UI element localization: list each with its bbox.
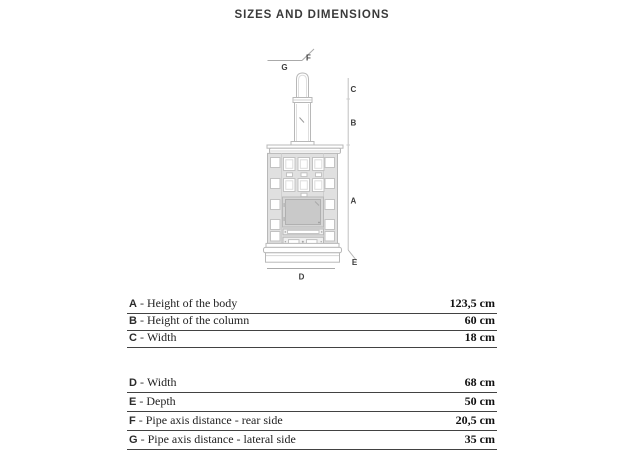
dim-label-c: C	[350, 85, 357, 94]
dim-desc: Pipe axis distance - lateral side	[147, 432, 296, 446]
pipe-column	[291, 103, 314, 146]
dim-label-d: D	[298, 272, 305, 282]
fire-door	[283, 197, 324, 227]
separator: -	[139, 296, 144, 310]
pipe-cap	[293, 73, 312, 103]
dim-key: E	[129, 396, 137, 408]
stove-dimension-drawing	[240, 40, 380, 290]
dimension-table-lower	[127, 374, 497, 450]
separator: -	[139, 394, 144, 408]
dim-desc: Height of the column	[146, 313, 250, 327]
dim-desc: Height of the body	[146, 296, 238, 310]
dim-row-b	[127, 314, 497, 331]
separator: -	[139, 330, 144, 344]
dim-row-g	[127, 431, 497, 450]
dim-desc: Width	[146, 330, 177, 344]
dim-label-a: A	[350, 196, 357, 206]
dim-label-g: G	[281, 63, 288, 72]
dim-value: 68 cm	[464, 375, 495, 389]
page-title: SIZES AND DIMENSIONS	[234, 9, 390, 21]
dim-label-b: B	[350, 118, 357, 128]
separator: -	[139, 313, 144, 327]
dim-label-f: F	[306, 53, 311, 63]
dimension-table-upper	[127, 297, 497, 348]
dim-key: A	[129, 298, 137, 310]
dim-row-c	[127, 331, 497, 348]
dim-label-e: E	[351, 258, 358, 267]
dim-value: 20,5 cm	[455, 413, 495, 427]
dim-value: 18 cm	[464, 330, 495, 344]
stove-base	[264, 243, 342, 262]
ash-slot	[283, 229, 324, 235]
dim-value: 123,5 cm	[449, 296, 495, 310]
dim-row-a	[127, 297, 497, 314]
stove-crown	[267, 145, 343, 153]
dim-key: D	[129, 377, 137, 389]
dim-key: B	[129, 315, 137, 327]
dim-row-f	[127, 412, 497, 431]
stove-body	[268, 153, 338, 246]
dim-key: G	[129, 434, 138, 446]
dim-value: 50 cm	[464, 394, 495, 408]
dim-desc: Pipe axis distance - rear side	[145, 413, 283, 427]
dim-desc: Width	[146, 375, 177, 389]
dim-row-d	[127, 374, 497, 393]
separator: -	[140, 432, 145, 446]
dim-key: C	[129, 332, 137, 344]
separator: -	[139, 375, 144, 389]
dim-value: 60 cm	[464, 313, 495, 327]
separator: -	[138, 413, 143, 427]
dim-key: F	[129, 415, 136, 427]
dim-desc: Depth	[146, 394, 176, 408]
dim-value: 35 cm	[464, 432, 495, 446]
dim-row-e	[127, 393, 497, 412]
